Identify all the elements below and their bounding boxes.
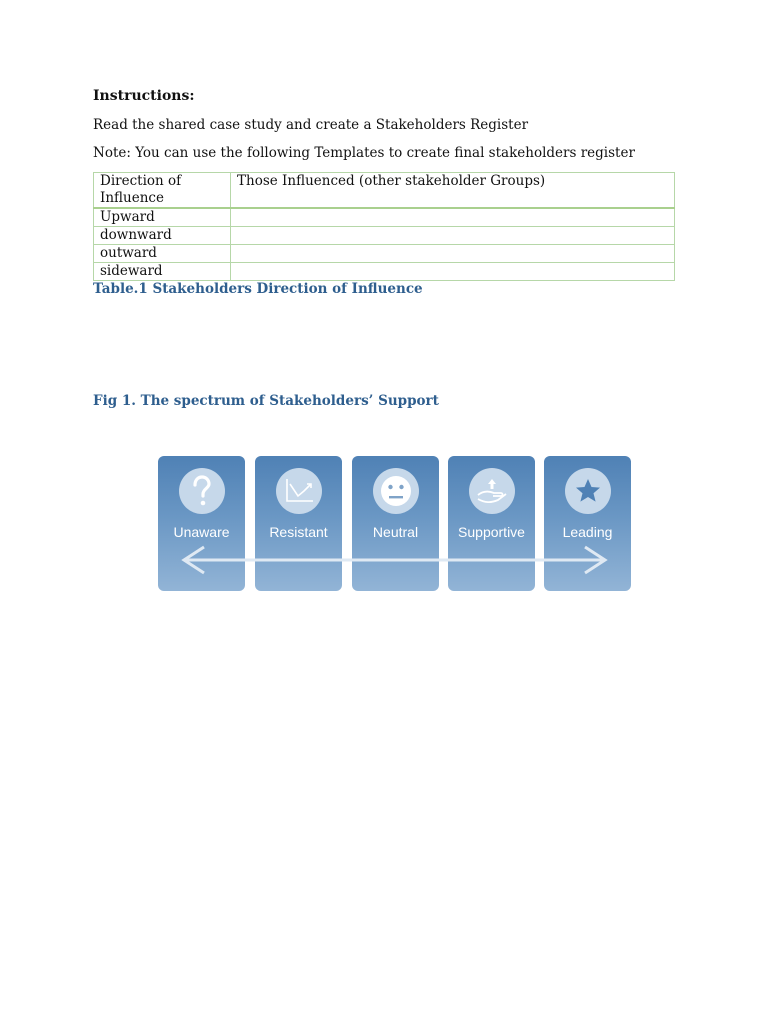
table-cell-direction: outward — [94, 245, 231, 263]
stage-label: Leading — [562, 524, 613, 540]
direction-of-influence-table — [93, 172, 675, 281]
table-cell-influenced — [231, 245, 675, 263]
table-row — [94, 208, 675, 227]
table-row — [94, 263, 675, 281]
table-cell-direction: sideward — [94, 263, 231, 281]
figure-caption: Fig 1. The spectrum of Stakeholders’ Support — [93, 393, 439, 409]
question-mark-icon — [179, 468, 225, 514]
instruction-line-1: Read the shared case study and create a Stakeholders Register — [93, 117, 529, 133]
neutral-face-icon — [373, 468, 419, 514]
table-header-row — [94, 173, 675, 209]
star-icon — [565, 468, 611, 514]
instructions-heading: Instructions: — [93, 88, 195, 104]
table-header-influenced: Those Influenced (other stakeholder Groups) — [231, 173, 675, 209]
table-cell-influenced — [231, 208, 675, 227]
table-row — [94, 227, 675, 245]
stage-label: Unaware — [173, 524, 230, 540]
table-cell-influenced — [231, 227, 675, 245]
stage-label: Supportive — [458, 524, 525, 540]
table-cell-direction: Upward — [94, 208, 231, 227]
table-row — [94, 245, 675, 263]
stage-label: Neutral — [372, 524, 419, 540]
declining-chart-icon — [276, 468, 322, 514]
hand-offering-icon — [469, 468, 515, 514]
stage-label: Resistant — [269, 524, 328, 540]
table-cell-influenced — [231, 263, 675, 281]
table-header-direction: Direction of Influence — [94, 173, 231, 209]
double-headed-arrow-icon — [158, 542, 631, 578]
support-spectrum-figure — [158, 456, 631, 591]
instruction-line-2: Note: You can use the following Templates to create final stakeholders register — [93, 145, 635, 161]
table-cell-direction: downward — [94, 227, 231, 245]
table-caption: Table.1 Stakeholders Direction of Influence — [93, 281, 423, 297]
